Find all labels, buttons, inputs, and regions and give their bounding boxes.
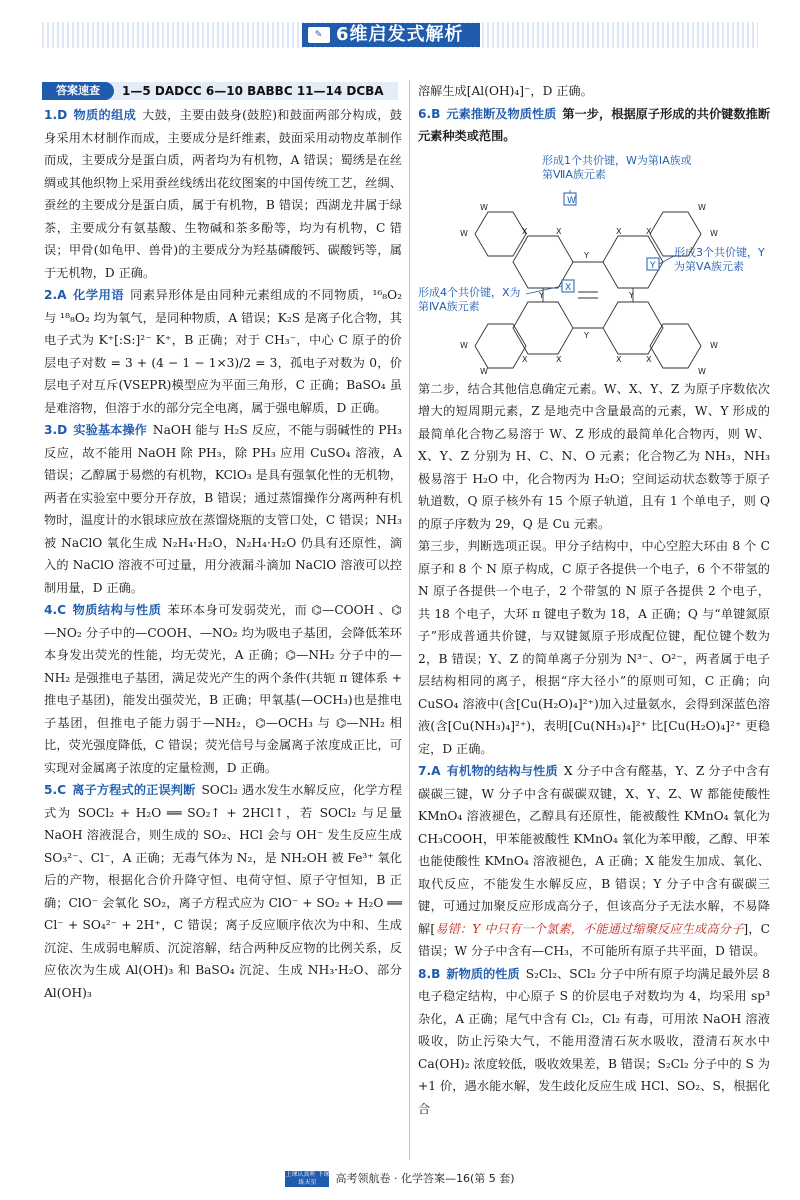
step-2-text: 第二步，结合其他信息确定元素。W、X、Y、Z 为原子序数依次增大的短周期元素，Z 是地壳中含量最高的元素，W、Y 形成的最简单化合物乙易溶于 W、Z 形成的最简单化合物丙，则 W、X、Y、Z 分别为 H、C、N、O 元素；化合物乙为 NH₃，NH₃ 极易溶于 H₂O 中，化合物丙为 H₂O；空间运动状态数等于原子轨道数，Q 原子核外有 15 个原子轨道，且有 1 个单电子，则 Q 的原子序数为 29，Q 是 Cu 元素。	[418, 381, 770, 531]
atom-label: W	[698, 366, 706, 376]
box-label-y: Y	[650, 260, 656, 271]
pen-icon: ✎	[308, 27, 330, 43]
item-number: 4.C	[44, 603, 67, 617]
atom-label: X	[556, 226, 562, 236]
answer-item-3	[44, 419, 402, 599]
atom-label: X	[522, 226, 528, 236]
footer-text: 高考领航卷 · 化学答案—16(第 5 套)	[335, 1172, 515, 1185]
item-text: 大鼓，主要由鼓身(鼓腔)和鼓面两部分构成，鼓身采用木材制作而成，主要成分是纤维素，鼓面采用动物皮革制作而成，主要成分是蛋白质，两者均为有机物，A 错误；蜀绣是在丝绸或其他织物上采用蚕丝线绣出花纹图案的中国传统工艺，丝绸、蚕丝的主要成分是蛋白质，属于有机物，B 错误；西湖龙井属于绿茶，主要成分有氨基酸、生物碱和茶多酚等，均为有机物，C 错误；甲骨(如龟甲、兽骨)的主要成分为羟基磷酸钙、碳酸钙等，属于无机物，D 正确。	[44, 108, 402, 280]
note-y: 形成3个共价键，Y为第ⅤA族元素	[674, 245, 765, 273]
atom-label: X	[522, 354, 528, 364]
item-number: 1.D	[44, 108, 68, 122]
item-text: NaOH 能与 H₂S 反应，不能与弱碱性的 PH₃ 反应，故不能用 NaOH 除 PH₃，除 PH₃ 应用 CuSO₄ 溶液，A 错误；乙醇属于易燃的有机物，KClO₃ 是具有强氧化性的无机物，两者在实验室中要分开存放，B 错误；通过蒸馏操作分离两种有机物时，温度计的水银球应放在蒸馏烧瓶的支管口处，C 错误；NH₃ 被 NaClO 氧化生成 N₂H₄·H₂O，N₂H₄·H₂O 仍具有还原性，滴入的 NaClO 溶液不可过量，用分液漏斗滴加 NaClO 溶液可以控制用量，D 正确。	[44, 423, 403, 595]
left-column	[44, 104, 402, 1004]
atom-label: Y	[539, 290, 544, 300]
item-topic: 新物质的性质	[446, 966, 520, 981]
item-number: 2.A	[44, 288, 67, 302]
atom-label: Y	[629, 290, 634, 300]
atom-label: Y	[584, 330, 589, 340]
atom-label: W	[710, 340, 718, 350]
item-number: 7.A	[418, 764, 441, 778]
atom-label: X	[646, 354, 652, 364]
answer-item-1	[44, 104, 402, 284]
atom-label: W	[710, 228, 718, 238]
item-number: 8.B	[418, 966, 441, 981]
item-number: 3.D	[44, 423, 68, 437]
answer-item-2	[44, 284, 402, 419]
answer-item-4	[44, 599, 402, 779]
atom-label: X	[616, 354, 622, 364]
answer-item-7	[418, 760, 770, 963]
atom-label: X	[556, 354, 562, 364]
molecule-diagram	[418, 152, 770, 376]
answer-key-label: 答案速查	[42, 82, 114, 100]
answer-item-5	[44, 779, 402, 1004]
note-w: 形成1个共价键，W为第ⅠA族或第ⅦA族元素	[542, 153, 692, 181]
atom-label: X	[616, 226, 622, 236]
item-number: 6.B	[418, 106, 441, 121]
item-topic: 物质结构与性质	[72, 603, 162, 617]
item-text: 苯环本身可发弱荧光，而 ⌬—COOH 、⌬—NO₂ 分子中的—COOH、—NO₂ 均为吸电子基团，会降低苯环本身发出荧光的性能，均无荧光，A 正确；⌬—NH₂ 分子中的—NH₂ 是强推电子基团，满足荧光产生的两个条件(共轭 π 键体系 + 推电子基团)，能发出强荧光，B 正确；甲氧基(—OCH₃)也是推电子基团，但推电子能力弱于—NH₂，⌬—OCH₃ 与 ⌬—NH₂ 相比，荧光强度降低，C 错误；荧光信号与金属离子浓度成正比，可实现对金属离子浓度的定量检测，D 正确。	[44, 603, 403, 775]
atom-label: W	[460, 228, 468, 238]
answer-item-8	[418, 963, 770, 1121]
atom-label: W	[480, 366, 488, 376]
item-topic: 实验基本操作	[73, 423, 147, 437]
item-text: 同素异形体是由同种元素组成的不同物质，¹⁶₈O₂ 与 ¹⁸₈O₂ 均为氧气，是同种物质，A 错误；K₂S 是离子化合物，其电子式为 K⁺[:S:]²⁻ K⁺，B 正确；对于 CH₃⁻，中心 C 原子的价层电子对数 = 3 + (4 − 1 − 1×3)/2 = 3，孤电子对数为 0，价层电子对互斥(VSEPR)模型应为平面三角形，C 正确；BaSO₄ 虽是难溶物，但溶于水的部分完全电离，属于强电解质，D 正确。	[44, 288, 402, 415]
atom-label: Y	[584, 250, 589, 260]
item-topic: 元素推断及物质性质	[446, 106, 557, 121]
box-label-w: W	[567, 195, 576, 206]
answer-key-bar	[42, 82, 398, 100]
answer-item-6	[418, 103, 770, 148]
item-text: X 分子中含有醛基，Y、Z 分子中含有碳碳三键，W 分子中含有碳碳双键，X、Y、Z、W 都能使酸性 KMnO₄ 溶液褪色，乙醇具有还原性，能被酸性 KMnO₄ 氧化为 CH₃COOH，甲苯能被酸性 KMnO₄ 氧化为苯甲酸，乙醇、甲苯也能使酸性 KMnO₄ 溶液褪色，A 正确；X 能发生加成、氧化、取代反应，不能发生水解反应，B 错误；Y 分子中含有碳碳三键，可通过加聚反应形成高分子，但该高分子无法水解，不易降解[	[418, 764, 770, 936]
atom-label: W	[460, 340, 468, 350]
item-intro: 第一步，根据原子形成的共价键数推断元素种类或范围。	[418, 106, 771, 143]
answer-key-values: 1—5 DADCC 6—10 BABBC 11—14 DCBA	[122, 84, 384, 98]
footer-logo: 上课认真听 下课练天星	[285, 1171, 330, 1186]
item-topic: 化学用语	[72, 288, 125, 302]
atom-label: W	[698, 202, 706, 212]
step-3-text: 第三步，判断选项正误。甲分子结构中，中心空腔大环由 8 个 C 原子和 8 个 N 原子构成，C 原子各提供一个电子，6 个不带氢的 N 原子各提供一个电子，2 个带氢的 N 原子各提供 2 个电子，共 18 个电子，大环 π 键电子数为 18，A 正确；Q 与“单键氮原子”形成普通共价键，与双键氮原子形成配位键，配位键个数为 2，B 错误；Y、Z 的简单离子分别为 N³⁻、O²⁻，两者属于电子层结构相同的离子，根据“序大径小”的原则可知，C 正确；向 CuSO₄ 溶液中(含[Cu(H₂O)₄]²⁺)加入过量氨水，会得到深蓝色溶液(含[Cu(NH₃)₄]²⁺)，表明[Cu(NH₃)₄]²⁺ 比[Cu(H₂O)₄]²⁺ 更稳定，D 正确。	[418, 539, 770, 756]
atom-label: W	[480, 202, 488, 212]
section-title-text: 6维启发式解析	[336, 24, 464, 45]
item-text: S₂Cl₂、SCl₂ 分子中所有原子均满足最外层 8 电子稳定结构，中心原子 S 的价层电子对数均为 4，均采用 sp³ 杂化，A 正确；尾气中含有 Cl₂，Cl₂ 有毒，可用浓 NaOH 溶液吸收，防止污染大气，不能用澄清石灰水吸收，澄清石灰水中 Ca(OH)₂ 浓度较低，吸收效果差，B 错误；S₂Cl₂ 分子中的 S 为 +1 价，遇水能水解，发生歧化反应生成 HCl、SO₂、S，根据化合	[418, 966, 770, 1116]
atom-label: X	[646, 226, 652, 236]
continuation-text: 溶解生成[Al(OH)₄]⁻，D 正确。	[418, 84, 593, 98]
column-divider	[409, 80, 410, 1160]
note-x: 形成4个共价键，X为第ⅣA族元素	[418, 285, 521, 313]
box-label-x: X	[565, 282, 572, 293]
item-topic: 物质的组成	[73, 108, 137, 122]
item-text: SOCl₂ 遇水发生水解反应，化学方程式为 SOCl₂ + H₂O ══ SO₂↑ + 2HCl↑，若 SOCl₂ 与足量 NaOH 溶液混合，则生成的 SO₂、HCl 会与 OH⁻ 发生反应生成 SO₃²⁻、Cl⁻，A 正确；无毒气体为 N₂，是 NH₂OH 被 Fe³⁺ 氧化后的产物，根据化合价升降守恒、电荷守恒、原子守恒知，B 正确；ClO⁻ 会氧化 SO₂，离子方程式应为 ClO⁻ + SO₂ + H₂O ══ Cl⁻ + SO₄²⁻ + 2H⁺，C 错误；离子反应顺序依次为中和、生成沉淀、生成弱电解质、沉淀溶解，结合两种反应物的比例关系，反应依次为生成 Al(OH)₃ 和 BaSO₄ 沉淀、生成 NH₃·H₂O、部分 Al(OH)₃	[44, 783, 402, 1000]
right-column	[418, 80, 770, 1120]
page-footer	[0, 1168, 800, 1190]
item-topic: 有机物的结构与性质	[446, 764, 558, 778]
section-title	[302, 23, 480, 47]
item-number: 5.C	[44, 783, 67, 797]
error-prone-note: 易错：Y 中只有一个氯素，不能通过缩聚反应生成高分子	[435, 921, 744, 936]
item-topic: 离子方程式的正误判断	[72, 783, 196, 797]
item-text-tail: ]，C 错误；W 分子中含有—CH₃，不可能所有原子共平面，D 错误。	[418, 921, 770, 958]
